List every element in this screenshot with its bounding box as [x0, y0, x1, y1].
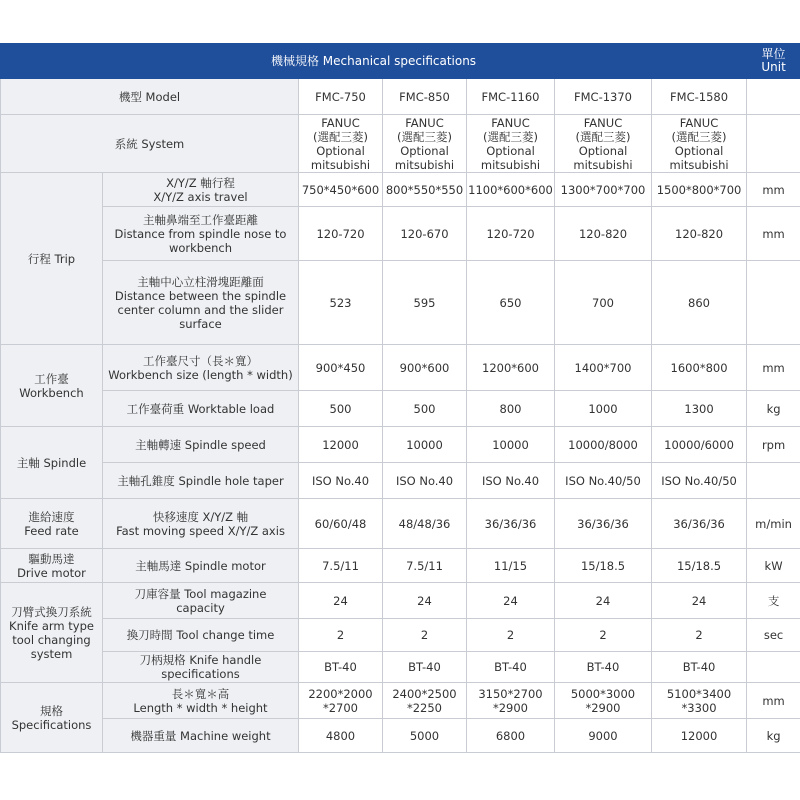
- unit-cell: m/min: [747, 499, 800, 549]
- spec-value: 650: [467, 261, 555, 345]
- system-line: FANUC: [679, 115, 719, 130]
- spec-value: 1500*800*700: [652, 173, 747, 207]
- spec-value: 24: [555, 583, 652, 619]
- spec-label: [103, 463, 299, 499]
- spec-value: ISO No.40: [383, 463, 467, 499]
- spec-value: 11/15: [467, 549, 555, 583]
- unit-cell: kg: [747, 391, 800, 427]
- group-feed: [1, 499, 103, 549]
- model-row: [1, 79, 800, 115]
- spec-value: BT-40: [299, 652, 383, 683]
- spec-value: BT-40: [467, 652, 555, 683]
- spec-label-line: Distance from spindle nose to: [114, 226, 287, 241]
- spec-label: [103, 549, 299, 583]
- spec-label-line: 快移速度 X/Y/Z 軸: [152, 509, 249, 524]
- spec-value: 12000: [299, 427, 383, 463]
- spec-value: 36/36/36: [467, 499, 555, 549]
- spec-row: [1, 583, 800, 619]
- spec-value: 1300: [652, 391, 747, 427]
- spec-value-line: *2700: [322, 700, 359, 715]
- spec-value: 523: [299, 261, 383, 345]
- spec-value: 24: [299, 583, 383, 619]
- unit-cell: mm: [747, 207, 800, 261]
- spec-value: [555, 683, 652, 719]
- spec-value: 24: [383, 583, 467, 619]
- system-line: mitsubishi: [394, 157, 455, 172]
- spec-value: 1600*800: [652, 345, 747, 391]
- spec-value-line: *2900: [492, 700, 529, 715]
- spec-label-line: 工作臺荷重 Worktable load: [126, 401, 275, 416]
- spec-row: [1, 391, 800, 427]
- spec-value: 1200*600: [467, 345, 555, 391]
- spec-label: [103, 499, 299, 549]
- system-line: Optional: [674, 143, 724, 158]
- spec-body: [1, 79, 800, 753]
- spec-label-line: 刀柄規格 Knife handle: [139, 653, 262, 667]
- unit-header-en: Unit: [761, 60, 786, 74]
- spec-value-line: *2250: [406, 700, 443, 715]
- system-value: [467, 115, 555, 173]
- spec-value: 10000: [383, 427, 467, 463]
- unit-cell: [747, 652, 800, 683]
- spec-value-line: *3300: [681, 700, 717, 715]
- spec-label: [103, 345, 299, 391]
- model-name: FMC-1370: [555, 79, 652, 115]
- spec-row: [1, 549, 800, 583]
- system-line: FANUC: [491, 115, 530, 130]
- system-line: (選配三菱): [313, 129, 368, 144]
- spec-value: 7.5/11: [383, 549, 467, 583]
- group-label-line: 進給速度: [28, 509, 75, 524]
- spec-label-line: center column and the slider: [117, 302, 284, 317]
- spec-value: 1000: [555, 391, 652, 427]
- spec-value: 2: [383, 619, 467, 652]
- spec-value-line: 2200*2000: [308, 686, 373, 701]
- system-line: Optional: [316, 143, 365, 158]
- spec-label: [103, 261, 299, 345]
- system-line: Optional: [578, 143, 628, 158]
- spec-value: 15/18.5: [652, 549, 747, 583]
- spec-value: ISO No.40: [467, 463, 555, 499]
- spec-value: 800: [467, 391, 555, 427]
- spec-value: 1100*600*600: [467, 173, 555, 207]
- spec-label-line: Fast moving speed X/Y/Z axis: [116, 523, 285, 538]
- group-label-line: Workbench: [19, 385, 84, 400]
- spec-value: 4800: [299, 719, 383, 753]
- spec-value: 10000: [467, 427, 555, 463]
- model-name: FMC-750: [299, 79, 383, 115]
- spec-label-line: Workbench size (length * width): [108, 367, 293, 382]
- spec-row: [1, 261, 800, 345]
- unit-header: [747, 44, 800, 79]
- header-row: [1, 44, 800, 79]
- unit-cell: [747, 79, 800, 115]
- system-line: mitsubishi: [480, 157, 541, 172]
- spec-label-line: 主軸鼻端至工作臺距離: [143, 212, 258, 227]
- model-name: FMC-1160: [467, 79, 555, 115]
- spec-label: [103, 683, 299, 719]
- spec-row: [1, 683, 800, 719]
- spec-value: 900*450: [299, 345, 383, 391]
- system-line: mitsubishi: [573, 157, 633, 172]
- spec-value-line: *2900: [585, 700, 621, 715]
- spec-value: ISO No.40/50: [652, 463, 747, 499]
- system-line: FANUC: [321, 115, 360, 130]
- spec-value: 5000: [383, 719, 467, 753]
- spec-value: 2: [299, 619, 383, 652]
- group-specs: [1, 683, 103, 753]
- unit-cell: [747, 115, 800, 173]
- group-label-line: 工作臺: [34, 371, 69, 386]
- spec-row: [1, 652, 800, 683]
- system-line: mitsubishi: [669, 157, 729, 172]
- group-label-line: Drive motor: [17, 565, 86, 580]
- spec-value: 24: [652, 583, 747, 619]
- spec-value: 595: [383, 261, 467, 345]
- model-label: 機型 Model: [1, 79, 299, 115]
- spec-value-line: 5100*3400: [666, 686, 732, 701]
- spec-value-line: 5000*3000: [570, 686, 636, 701]
- spec-value: 2: [555, 619, 652, 652]
- spec-value: [299, 683, 383, 719]
- spec-value: 48/48/36: [383, 499, 467, 549]
- system-line: mitsubishi: [310, 157, 371, 172]
- spec-value: BT-40: [555, 652, 652, 683]
- spec-value: 750*450*600: [299, 173, 383, 207]
- spec-label-line: capacity: [176, 600, 225, 615]
- spec-value: 500: [383, 391, 467, 427]
- spec-row: [1, 345, 800, 391]
- group-label-line: Feed rate: [24, 523, 79, 538]
- spec-label-line: surface: [179, 316, 222, 331]
- group-label-line: Knife arm type: [9, 618, 94, 633]
- spec-label-line: Length * width * height: [133, 700, 268, 715]
- spec-value: 900*600: [383, 345, 467, 391]
- spec-value: 10000/6000: [652, 427, 747, 463]
- unit-cell: sec: [747, 619, 800, 652]
- system-value: [383, 115, 467, 173]
- spec-value: 1400*700: [555, 345, 652, 391]
- spec-label-line: 長＊寬＊高: [171, 686, 230, 701]
- system-line: FANUC: [583, 115, 623, 130]
- group-spindle: 主軸 Spindle: [1, 427, 103, 499]
- spec-value: BT-40: [652, 652, 747, 683]
- spec-value: 500: [299, 391, 383, 427]
- spec-label-line: 換刀時間 Tool change time: [126, 628, 275, 642]
- unit-cell: [747, 463, 800, 499]
- spec-value-line: 2400*2500: [392, 686, 457, 701]
- spec-value: 2: [467, 619, 555, 652]
- spec-label-line: Distance between the spindle: [114, 288, 287, 303]
- system-line: (選配三菱): [671, 129, 727, 144]
- unit-cell: rpm: [747, 427, 800, 463]
- system-line: (選配三菱): [483, 129, 538, 144]
- spec-value: 860: [652, 261, 747, 345]
- group-label-line: tool changing: [12, 632, 91, 647]
- spec-label: [103, 619, 299, 652]
- spec-value: 7.5/11: [299, 549, 383, 583]
- spec-row: [1, 499, 800, 549]
- spec-value: 120-670: [383, 207, 467, 261]
- group-label-line: system: [30, 646, 73, 661]
- spec-label-line: 刀庫容量 Tool magazine: [134, 586, 267, 601]
- spec-value-line: 3150*2700: [478, 686, 543, 701]
- system-value: [299, 115, 383, 173]
- system-line: Optional: [400, 143, 449, 158]
- spec-label: [103, 173, 299, 207]
- group-drive: [1, 549, 103, 583]
- spec-label-line: X/Y/Z axis travel: [153, 189, 248, 204]
- table-title: 機械規格 Mechanical specifications: [1, 44, 747, 79]
- group-atc: [1, 583, 103, 683]
- spec-label-line: 主軸中心立柱滑塊距離面: [137, 274, 264, 289]
- group-label-line: 驅動馬達: [28, 551, 75, 566]
- spec-value: 120-720: [467, 207, 555, 261]
- group-label-line: 刀臂式換刀系統: [11, 604, 92, 619]
- system-line: (選配三菱): [397, 129, 452, 144]
- spec-value: 36/36/36: [555, 499, 652, 549]
- spec-value: 6800: [467, 719, 555, 753]
- spec-value: 120-720: [299, 207, 383, 261]
- unit-cell: mm: [747, 173, 800, 207]
- spec-label-line: 主軸轉速 Spindle speed: [135, 437, 266, 452]
- spec-value: 15/18.5: [555, 549, 652, 583]
- unit-cell: mm: [747, 345, 800, 391]
- unit-cell: mm: [747, 683, 800, 719]
- spec-value: 12000: [652, 719, 747, 753]
- spec-label: [103, 652, 299, 683]
- spec-value: 60/60/48: [299, 499, 383, 549]
- spec-value: [467, 683, 555, 719]
- spec-value: 10000/8000: [555, 427, 652, 463]
- spec-row: [1, 619, 800, 652]
- unit-cell: kg: [747, 719, 800, 753]
- spec-label: [103, 207, 299, 261]
- spec-value: ISO No.40/50: [555, 463, 652, 499]
- spec-row: [1, 173, 800, 207]
- spec-row: [1, 207, 800, 261]
- spec-value: BT-40: [383, 652, 467, 683]
- spec-table: [0, 43, 800, 753]
- system-line: Optional: [486, 143, 535, 158]
- model-name: FMC-1580: [652, 79, 747, 115]
- spec-label-line: 主軸孔錐度 Spindle hole taper: [117, 473, 284, 488]
- spec-label-line: 機器重量 Machine weight: [130, 728, 271, 743]
- spec-value: 120-820: [555, 207, 652, 261]
- spec-value: 36/36/36: [652, 499, 747, 549]
- spec-label: [103, 719, 299, 753]
- unit-header-zh: 單位: [761, 47, 786, 61]
- group-label-line: Specifications: [11, 717, 92, 732]
- system-line: (選配三菱): [575, 129, 631, 144]
- spec-label-line: 主軸馬達 Spindle motor: [135, 558, 266, 573]
- model-name: FMC-850: [383, 79, 467, 115]
- spec-label-line: workbench: [168, 240, 233, 255]
- group-trip: 行程 Trip: [1, 173, 103, 345]
- group-workbench: [1, 345, 103, 427]
- group-label-line: 規格: [40, 703, 63, 718]
- spec-label-line: X/Y/Z 軸行程: [166, 175, 235, 190]
- system-line: FANUC: [405, 115, 444, 130]
- spec-label: [103, 427, 299, 463]
- spec-label-line: 工作臺尺寸（長＊寬）: [143, 353, 258, 368]
- spec-value: 1300*700*700: [555, 173, 652, 207]
- unit-cell: kW: [747, 549, 800, 583]
- spec-value: 24: [467, 583, 555, 619]
- spec-value: 2: [652, 619, 747, 652]
- spec-row: [1, 463, 800, 499]
- system-value: [652, 115, 747, 173]
- unit-cell: 支: [747, 583, 800, 619]
- spec-label: [103, 391, 299, 427]
- system-label: 系統 System: [1, 115, 299, 173]
- system-row: [1, 115, 800, 173]
- spec-value: 9000: [555, 719, 652, 753]
- system-value: [555, 115, 652, 173]
- spec-row: [1, 719, 800, 753]
- spec-label: [103, 583, 299, 619]
- spec-value: 800*550*550: [383, 173, 467, 207]
- spec-value: 120-820: [652, 207, 747, 261]
- spec-value: [383, 683, 467, 719]
- spec-label-line: specifications: [161, 667, 240, 681]
- spec-value: 700: [555, 261, 652, 345]
- spec-value: ISO No.40: [299, 463, 383, 499]
- spec-row: [1, 427, 800, 463]
- unit-cell: [747, 261, 800, 345]
- spec-value: [652, 683, 747, 719]
